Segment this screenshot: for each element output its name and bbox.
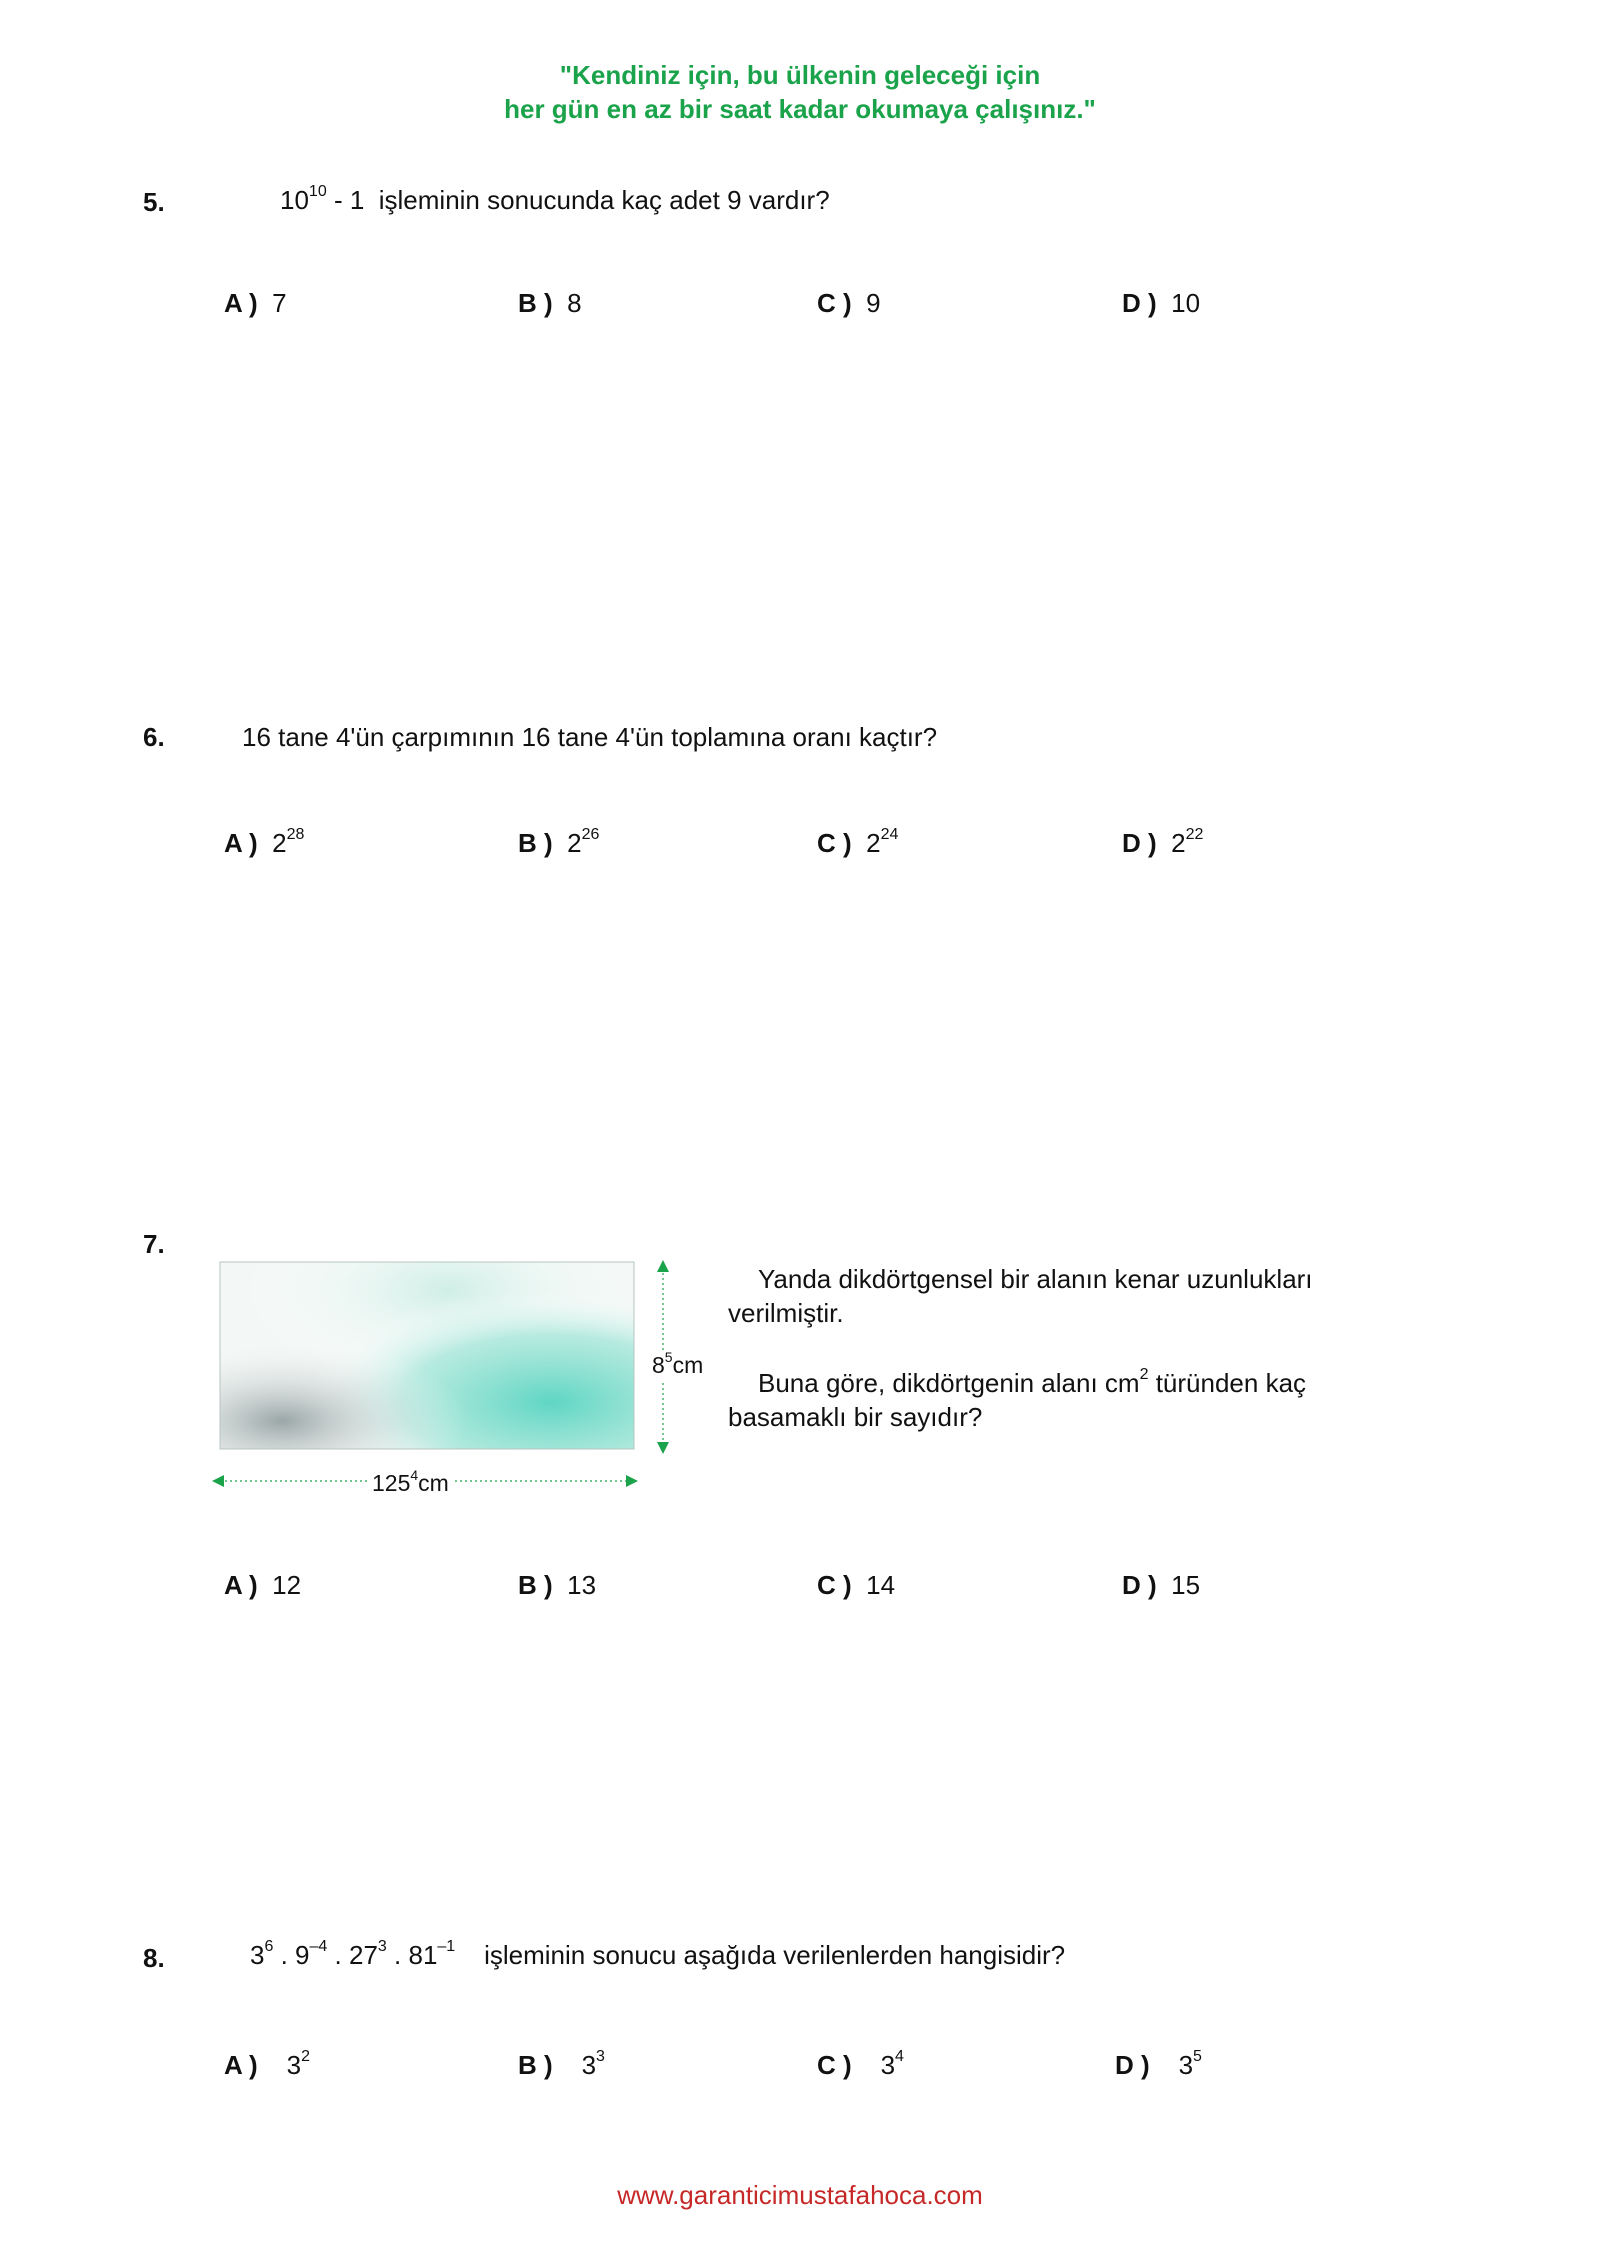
q7-unit-exponent: 2 (1139, 1366, 1149, 1383)
width-label (368, 1468, 453, 1498)
option-letter: C ) (817, 2050, 852, 2080)
option-exponent: 26 (581, 826, 600, 843)
q6-option-c[interactable] (817, 828, 898, 858)
q5-option-b[interactable] (518, 288, 582, 318)
q8-option-d[interactable] (1115, 2050, 1202, 2080)
q7-paragraph-1: Yanda dikdörtgensel bir alanın kenar uzunlukları verilmiştir. (728, 1264, 1313, 1328)
option-value: 12 (272, 1570, 302, 1600)
q8-option-b[interactable] (518, 2050, 605, 2080)
option-letter: D ) (1115, 2050, 1150, 2080)
q8-term2-base: 9 (295, 1940, 310, 1970)
option-letter: B ) (518, 2050, 553, 2080)
q5-expr-base: 10 (280, 185, 309, 215)
option-value: 14 (866, 1570, 896, 1600)
option-exponent: 28 (286, 826, 305, 843)
option-exponent: 3 (596, 2048, 605, 2065)
motto-line-1: "Kendiniz için, bu ülkenin geleceği için (559, 60, 1041, 90)
option-value: 15 (1171, 1570, 1201, 1600)
question-5-number: 5. (143, 187, 165, 217)
q6-option-a[interactable] (224, 828, 304, 858)
q8-term1-base: 3 (250, 1940, 265, 1970)
question-7-number: 7. (143, 1229, 165, 1259)
option-letter: A ) (224, 2050, 258, 2080)
q7-option-d[interactable] (1122, 1570, 1200, 1600)
q8-separator: . (273, 1940, 296, 1970)
option-exponent: 4 (895, 2048, 904, 2065)
option-letter: A ) (224, 1570, 258, 1600)
q5-option-d[interactable] (1122, 288, 1200, 318)
option-letter: C ) (817, 828, 852, 858)
height-unit: cm (672, 1352, 704, 1378)
q8-term3-exponent: 3 (377, 1938, 387, 1955)
option-letter: D ) (1122, 1570, 1157, 1600)
footer-url-link[interactable]: www.garanticimustafahoca.com (617, 2180, 983, 2210)
motto-line-2: her gün en az bir saat kadar okumaya çalışınız." (504, 94, 1096, 124)
option-letter: A ) (224, 828, 258, 858)
q8-option-a[interactable] (224, 2050, 310, 2080)
option-letter: B ) (518, 1570, 553, 1600)
q8-option-c[interactable] (817, 2050, 904, 2080)
width-exponent: 4 (410, 1467, 419, 1483)
q8-term4-exponent: –1 (437, 1938, 456, 1955)
q7-paragraph-2 (728, 1366, 1348, 1434)
option-value: 8 (567, 288, 582, 318)
height-exponent: 5 (664, 1349, 673, 1365)
q5-option-c[interactable] (817, 288, 881, 318)
q7-option-c[interactable] (817, 1570, 895, 1600)
question-8-number: 8. (143, 1943, 165, 1973)
option-value: 10 (1171, 288, 1201, 318)
rectangle-figure (200, 1240, 720, 1505)
option-base: 2 (1171, 828, 1186, 858)
question-5-text (280, 185, 830, 215)
option-base: 3 (286, 2050, 302, 2080)
option-letter: A ) (224, 288, 258, 318)
option-letter: B ) (518, 828, 553, 858)
option-value: 13 (567, 1570, 597, 1600)
q5-expr-rest: - 1 (326, 185, 365, 215)
option-exponent: 22 (1185, 826, 1204, 843)
q8-question-text: işleminin sonucu aşağıda verilenlerden hangisidir? (484, 1940, 1066, 1970)
option-letter: C ) (817, 1570, 852, 1600)
option-base: 2 (272, 828, 287, 858)
option-value: 9 (866, 288, 881, 318)
q7-para2-before: Buna göre, dikdörtgenin alanı cm (758, 1368, 1140, 1398)
option-base: 2 (866, 828, 881, 858)
width-unit: cm (418, 1470, 449, 1496)
option-letter: B ) (518, 288, 553, 318)
question-6-text: 16 tane 4'ün çarpımının 16 tane 4'ün toplamına oranı kaçtır? (242, 722, 938, 752)
option-base: 3 (880, 2050, 896, 2080)
option-exponent: 5 (1193, 2048, 1202, 2065)
q5-expr-exponent: 10 (308, 183, 327, 200)
q6-option-b[interactable] (518, 828, 599, 858)
option-base: 3 (581, 2050, 597, 2080)
q8-term1-exponent: 6 (264, 1938, 274, 1955)
height-label (650, 1350, 705, 1380)
q5-option-a[interactable] (224, 288, 287, 318)
q5-question-text: işleminin sonucunda kaç adet 9 vardır? (378, 185, 830, 215)
option-letter: D ) (1122, 288, 1157, 318)
option-letter: D ) (1122, 828, 1157, 858)
option-exponent: 2 (301, 2048, 310, 2065)
option-value: 7 (272, 288, 287, 318)
option-base: 2 (567, 828, 582, 858)
height-base: 8 (652, 1352, 665, 1378)
question-8-text (250, 1940, 1065, 1970)
width-base: 125 (372, 1470, 411, 1496)
q8-separator: . (327, 1940, 349, 1970)
q8-term2-exponent: –4 (309, 1938, 328, 1955)
q6-option-d[interactable] (1122, 828, 1203, 858)
q8-term3-base: 27 (348, 1940, 378, 1970)
option-base: 3 (1178, 2050, 1194, 2080)
q7-para2-after: türünden kaç basamaklı bir sayıdır? (728, 1368, 1307, 1432)
option-exponent: 24 (880, 826, 899, 843)
q8-term4-base: 81 (408, 1940, 438, 1970)
option-letter: C ) (817, 288, 852, 318)
question-7-text (728, 1262, 1348, 1434)
q8-separator: . (386, 1940, 409, 1970)
question-6-number: 6. (143, 722, 165, 752)
q7-option-a[interactable] (224, 1570, 301, 1600)
q7-option-b[interactable] (518, 1570, 596, 1600)
watercolor-fill (220, 1262, 634, 1449)
